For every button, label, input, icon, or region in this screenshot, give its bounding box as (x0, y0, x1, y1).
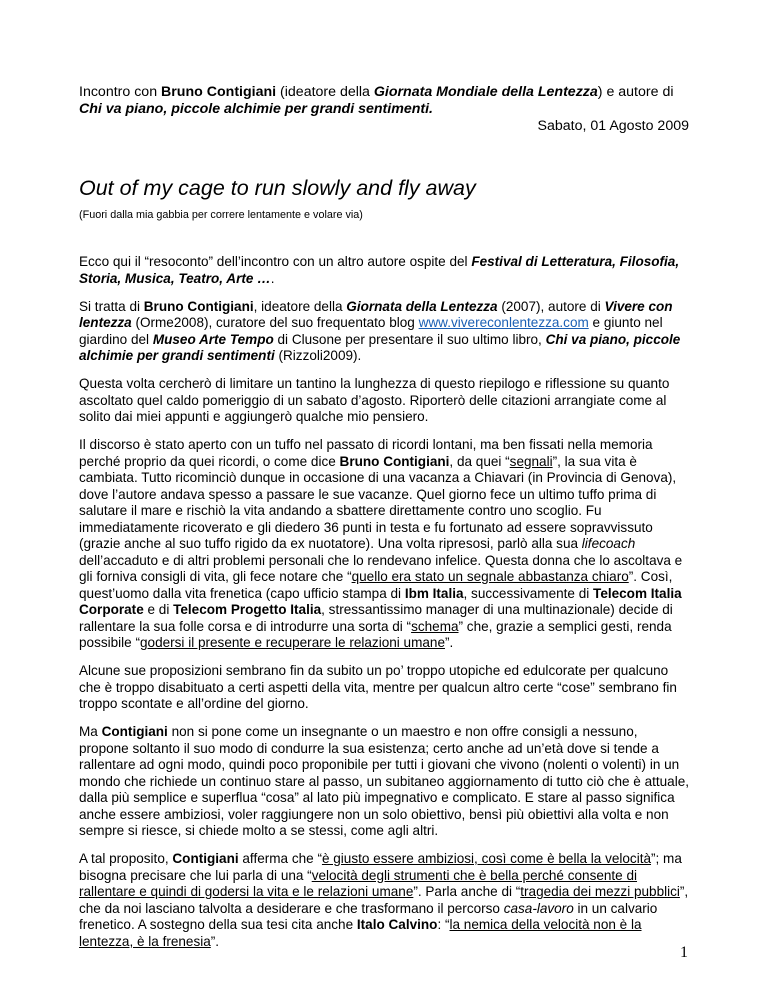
company-name: Ibm Italia (404, 585, 464, 601)
meeting-header (79, 84, 689, 118)
term: lifecoach (581, 536, 636, 551)
header-text: ) e autore di (597, 84, 674, 100)
museum-name: Museo Arte Tempo (152, 331, 274, 347)
author-name: Italo Calvino (356, 917, 438, 932)
book-title: Vivere con lentezza (79, 298, 673, 330)
book-title: Chi va piano, piccole alchimie per grandi sentimenti (79, 331, 681, 363)
book-title: Chi va piano, piccole alchimie per grandi sentimenti. (79, 101, 433, 117)
article-title: Out of my cage to run slowly and fly away (79, 176, 476, 200)
paragraph-3: Questa volta cercherò di limitare un tantino la lunghezza di questo riepilogo e riflessione su quanto ascoltato quel caldo pomeriggio di un sabato d’agosto. Riporterò delle citazioni arrangiate come al solito dai miei appunti e aggiungerò qualche mio pensiero. (79, 376, 670, 424)
author-name: Bruno Contigiani (339, 453, 450, 469)
quote: quello era stato un segnale abbastanza chiaro (351, 569, 629, 584)
paragraph-2: Si tratta di Bruno Contigiani, ideatore della Giornata della Lentezza (2007), autore di Vivere con lentezza (Orme2008), curatore del suo frequentato blog www.vivereconlentezza.com e giunto nel giardino del Museo Arte Tempo di Clusone per presentare il suo ultimo libro, Chi va piano, piccole alchimie per grandi sentimenti (Rizzoli2009). (79, 298, 681, 363)
quote: velocità degli strumenti che è bella perché consente di rallentare e quindi di godersi la vita e le relazioni umane (79, 867, 638, 899)
quote: segnali (509, 453, 553, 469)
company-name: Telecom Progetto Italia (173, 602, 322, 617)
term: casa-lavoro (503, 900, 574, 916)
author-name: Bruno Contigiani (143, 298, 254, 314)
article-subtitle: (Fuori dalla mia gabbia per correre lentamente e volare via) (79, 209, 363, 221)
paragraph-6: Ma Contigiani non si pone come un insegnante o un maestro e non offre consigli a nessuno, propone soltanto il suo modo di condurre la sua esistenza; certo anche ad un’età dove si tende a rallentare ad ogni modo, quindi poco proponibile per tutti i giovani che vivono (nolenti o volenti) in un mondo che richiede un continuo stare al passo, un subitaneo aggiornamento di tutto ciò che è attuale, dalla più semplice e superflua “cosa” al lato più impegnativo e complicato. E stare al passo significa anche essere ambiziosi, voler raggiungere non un solo obiettivo, bensì più obiettivi alla volta e non sempre si riesce, si chiede molto a se stessi, come agli altri. (79, 724, 690, 838)
quote: schema (411, 618, 459, 634)
event-name: Giornata Mondiale della Lentezza (373, 84, 598, 100)
header-text: Incontro con (79, 84, 162, 100)
author-name: Bruno Contigiani (161, 84, 277, 100)
header-text: (ideatore della (276, 84, 374, 100)
quote: la nemica della velocità non è la lentezza, è la frenesia (79, 917, 642, 949)
paragraph-1: Ecco qui il “resoconto” dell’incontro con un altro autore ospite del Festival di Letteratura, Filosofia, Storia, Musica, Teatro, Arte …. (79, 254, 680, 286)
blog-link[interactable]: www.vivereconlentezza.com (418, 315, 589, 330)
quote: godersi il presente e recuperare le relazioni umane (140, 635, 445, 650)
paragraph-7: A tal proposito, Contigiani afferma che “è giusto essere ambiziosi, così come è bella la velocità”; ma bisogna precisare che lui parla di una “velocità degli strumenti che è bella perché consente di rallentare e quindi di godersi la vita e le relazioni umane”. Parla anche di “tragedia dei mezzi pubblici”, che da noi lasciano talvolta a desiderare e che trasformano il percorso casa-lavoro in un calvario frenetico. A sostegno della sua tesi cita anche Italo Calvino: “la nemica della velocità non è la lentezza, è la frenesia”. (79, 851, 689, 949)
paragraph-4: Il discorso è stato aperto con un tuffo nel passato di ricordi lontani, ma ben fissati nella memoria perché proprio da quei ricordi, o come dice Bruno Contigiani, da quei “segnali”, la sua vita è cambiata. Tutto ricominciò dunque in occasione di una vacanza a Chiavari (in Provincia di Genova), dove l’autore andava spesso a passare le sue vacanze. Quel giorno fece un ultimo tuffo prima di salutare il mare e rischiò la vita andando a sbattere direttamente contro uno scoglio. Fu immediatamente ricoverato e gli diedero 36 punti in testa e fu fortunato ad essere sopravvissuto (grazie anche al suo tuffo rigido da ex nuotatore). Una volta ripresosi, parlò alla sua lifecoach dell’accaduto e di altri problemi personali che lo rendevano infelice. Questa donna che lo ascoltava e gli forniva consigli di vita, gli fece notare che “quello era stato un segnale abbastanza chiaro”. Così, quest’uomo dalla vita frenetica (capo ufficio stampa di Ibm Italia, successivamente di Telecom Italia Corporate e di Telecom Progetto Italia, stressantissimo manager di una multinazionale) decide di rallentare la sua folle corsa e di introdurre una sorta di “schema” che, grazie a semplici gesti, renda possibile “godersi il presente e recuperare le relazioni umane”. (79, 437, 683, 650)
paragraph-5: Alcune sue proposizioni sembrano fin da subito un po’ troppo utopiche ed edulcorate per qualcuno che è troppo disabituato a certi aspetti della vita, mentre per qualcun altro certe “cose” sembrano fin troppo scontate e all’ordine del giorno. (79, 663, 677, 711)
quote: tragedia dei mezzi pubblici (520, 884, 680, 899)
quote: è giusto essere ambiziosi, così come è bella la velocità (321, 851, 652, 866)
page-number: 1 (680, 944, 688, 961)
author-name: Contigiani (172, 851, 239, 866)
date: Sabato, 01 Agosto 2009 (537, 118, 689, 134)
event-name: Giornata della Lentezza (346, 298, 498, 314)
festival-name: Festival di Letteratura, Filosofia, Storia, Musica, Teatro, Arte … (79, 254, 680, 286)
author-name: Contigiani (101, 724, 168, 739)
document-page (79, 84, 689, 962)
company-name: Telecom Italia Corporate (79, 585, 682, 617)
